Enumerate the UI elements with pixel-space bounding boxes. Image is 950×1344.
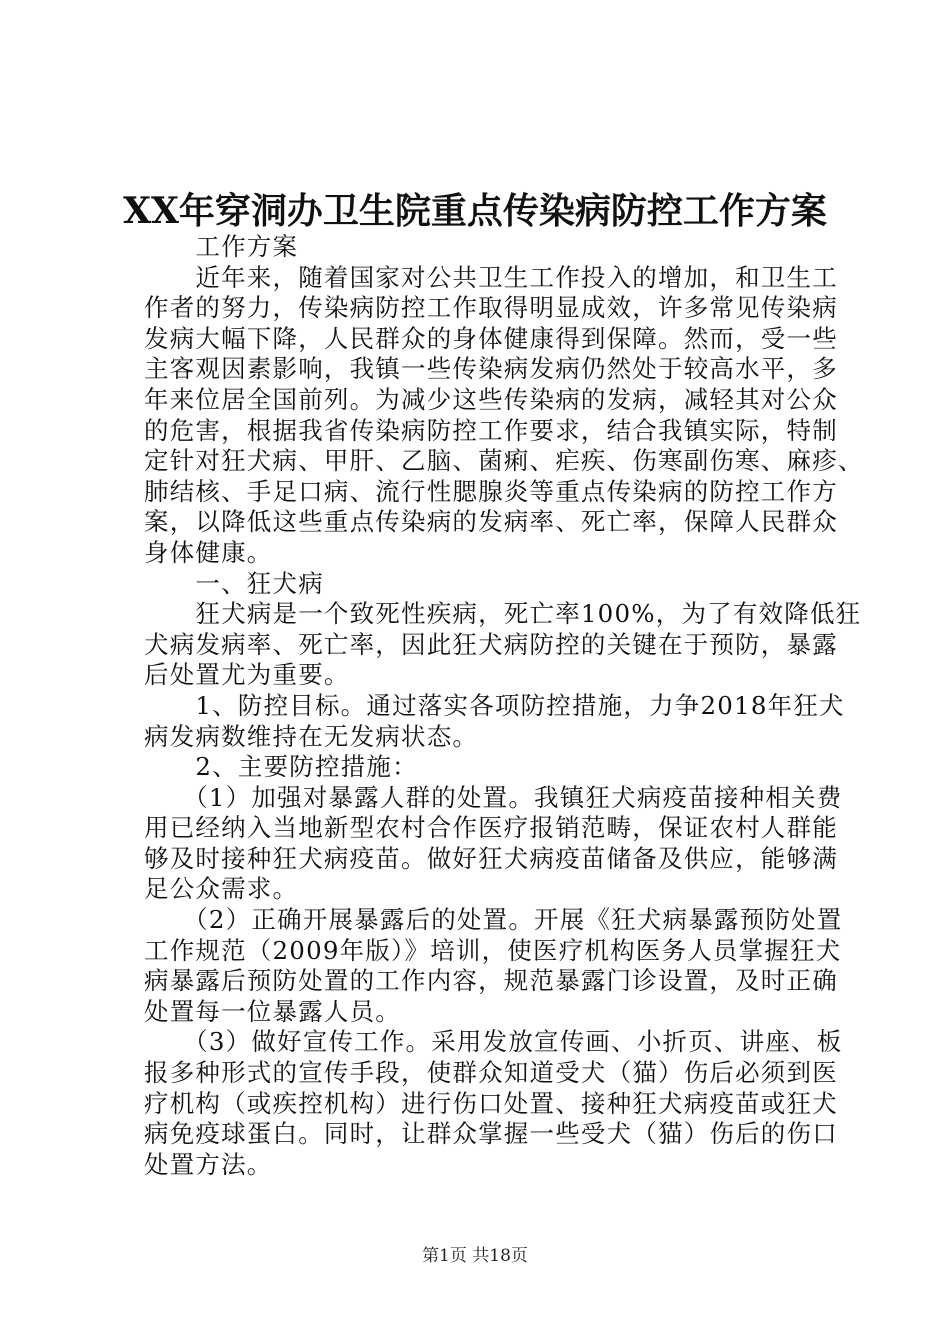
- text-line: 的危害，根据我省传染病防控工作要求，结合我镇实际，特制: [144, 415, 838, 445]
- text-line: 工作方案: [144, 232, 299, 261]
- text-line: （2）正确开展暴露后的处置。开展《狂犬病暴露预防处置: [144, 905, 843, 935]
- text-line: 用已经纳入当地新型农村合作医疗报销范畴，保证农村人群能: [144, 813, 838, 843]
- text-line: （3）做好宣传工作。采用发放宣传画、小折页、讲座、板: [144, 1027, 843, 1057]
- text-line: 病发病数维持在无发病状态。: [144, 721, 479, 751]
- text-line: 年来位居全国前列。为减少这些传染病的发病，减轻其对公众: [144, 384, 838, 414]
- text-line: 处置每一位暴露人员。: [144, 996, 401, 1026]
- text-line: 2、主要防控措施：: [144, 752, 418, 782]
- text-line: 1、防控目标。通过落实各项防控措施，力争2018年狂犬: [144, 690, 845, 720]
- text-line: 后处置尤为重要。: [144, 660, 350, 690]
- text-line: 定针对狂犬病、甲肝、乙脑、菌痢、疟疾、伤寒副伤寒、麻疹、: [144, 446, 864, 476]
- text-line: 近年来，随着国家对公共卫生工作投入的增加，和卫生工: [144, 262, 838, 292]
- text-line: 病免疫球蛋白。同时，让群众掌握一些受犬（猫）伤后的伤口: [144, 1119, 838, 1149]
- document-title: XX年穿洞办卫生院重点传染病防控工作方案: [123, 190, 827, 232]
- text-line: 报多种形式的宣传手段，使群众知道受犬（猫）伤后必须到医: [144, 1058, 838, 1088]
- text-line: 案，以降低这些重点传染病的发病率、死亡率，保障人民群众: [144, 507, 838, 537]
- text-line: 病暴露后预防处置的工作内容，规范暴露门诊设置，及时正确: [144, 966, 838, 996]
- text-line: 犬病发病率、死亡率，因此狂犬病防控的关键在于预防，暴露: [144, 629, 838, 659]
- document-body: [144, 232, 864, 1180]
- section-heading: 一、狂犬病: [144, 568, 324, 598]
- text-line: 狂犬病是一个致死性疾病，死亡率100%，为了有效降低狂: [144, 599, 862, 629]
- page-number-footer: 第1页 共18页: [422, 1246, 528, 1266]
- text-line: 肺结核、手足口病、流行性腮腺炎等重点传染病的防控工作方: [144, 476, 838, 506]
- text-line: 身体健康。: [144, 537, 273, 567]
- text-line: 发病大幅下降，人民群众的身体健康得到保障。然而，受一些: [144, 323, 838, 353]
- text-line: 主客观因素影响，我镇一些传染病发病仍然处于较高水平，多: [144, 354, 838, 384]
- text-line: 作者的努力，传染病防控工作取得明显成效，许多常见传染病: [144, 293, 838, 323]
- text-line: 足公众需求。: [144, 874, 299, 904]
- text-line: 够及时接种狂犬病疫苗。做好狂犬病疫苗储备及供应，能够满: [144, 843, 838, 873]
- text-line: 工作规范（2009年版）》培训，使医疗机构医务人员掌握狂犬: [144, 935, 842, 965]
- text-line: 疗机构（或疾控机构）进行伤口处置、接种狂犬病疫苗或狂犬: [144, 1088, 838, 1118]
- text-line: （1）加强对暴露人群的处置。我镇狂犬病疫苗接种相关费: [144, 782, 843, 812]
- text-line: 处置方法。: [144, 1149, 273, 1179]
